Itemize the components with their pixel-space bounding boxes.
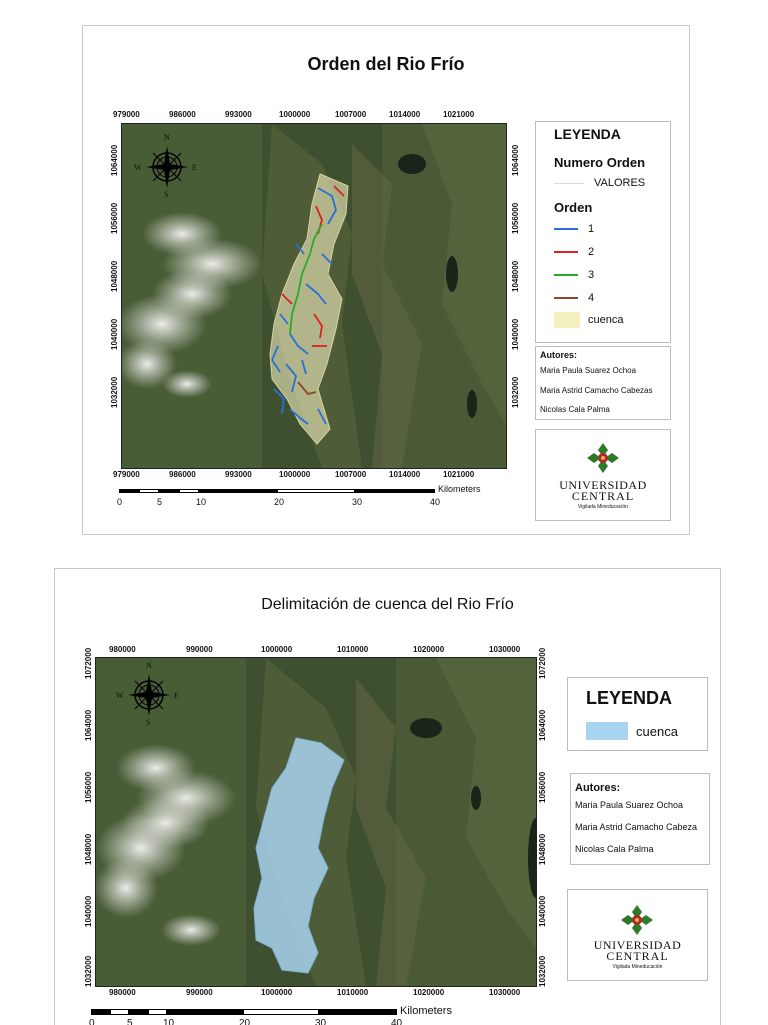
legend-label: 3 — [588, 269, 595, 281]
x-tick: 1021000 — [443, 470, 475, 479]
map2-title: Delimitación de cuenca del Rio Frío — [261, 596, 514, 613]
scale-unit: Kilometers — [438, 484, 481, 494]
scale-label: 30 — [352, 497, 363, 507]
compass-e: E — [192, 163, 197, 172]
map-sheet-1 — [82, 25, 690, 535]
y-tick: 1032000 — [511, 376, 520, 408]
legend-label: 2 — [588, 246, 595, 258]
map1-title: Orden del Rio Frío — [307, 54, 465, 74]
map1-satellite-frame[interactable] — [121, 123, 507, 469]
legend-item-cuenca — [586, 722, 678, 740]
compass-s: S — [146, 718, 151, 727]
compass-n: N — [164, 133, 170, 142]
y-tick: 1048000 — [84, 833, 93, 865]
map2-scalebar — [91, 1009, 397, 1015]
x-tick: 986000 — [169, 110, 196, 119]
map1-legend — [535, 121, 671, 343]
scale-label: 30 — [315, 1018, 327, 1025]
x-tick: 1000000 — [279, 470, 311, 479]
map-sheet-2 — [54, 568, 721, 1025]
legend-item-orden-1 — [554, 223, 594, 235]
y-tick: 1048000 — [511, 260, 520, 292]
y-tick: 1040000 — [538, 895, 547, 927]
legend-item-orden-3 — [554, 269, 594, 281]
map2-logo-box — [567, 889, 708, 981]
map2-autores — [570, 773, 710, 865]
legend-title: LEYENDA — [554, 126, 621, 142]
autor-name: Maria Astrid Camacho Cabezas — [540, 386, 653, 395]
y-tick: 1056000 — [84, 771, 93, 803]
x-tick: 1000000 — [261, 645, 293, 654]
x-tick: 1007000 — [335, 470, 367, 479]
legend-label: cuenca — [636, 723, 678, 739]
x-tick: 1007000 — [335, 110, 367, 119]
x-tick: 1020000 — [413, 645, 445, 654]
logo-tagline: Vigilada Mineducación — [612, 964, 663, 970]
scale-label: 10 — [196, 497, 207, 507]
compass-n: N — [146, 661, 152, 670]
y-tick: 1056000 — [538, 771, 547, 803]
x-tick: 979000 — [113, 110, 140, 119]
x-tick: 1000000 — [279, 110, 311, 119]
legend-swatch-cuenca — [586, 722, 628, 740]
legend-label: cuenca — [588, 314, 624, 326]
map1-scalebar — [119, 489, 435, 493]
legend-line-1 — [554, 228, 578, 230]
x-tick: 979000 — [113, 470, 140, 479]
y-tick: 1032000 — [84, 955, 93, 987]
x-tick: 1020000 — [413, 988, 445, 997]
y-tick: 1040000 — [110, 318, 119, 350]
scale-label: 40 — [391, 1018, 403, 1025]
legend-label: 1 — [588, 223, 595, 235]
x-tick: 1010000 — [337, 645, 369, 654]
x-tick: 990000 — [186, 988, 213, 997]
compass-s: S — [164, 190, 169, 199]
x-tick: 993000 — [225, 110, 252, 119]
legend-item-cuenca — [554, 312, 623, 328]
autor-name: Nicolas Cala Palma — [575, 844, 654, 854]
x-tick: 1014000 — [389, 110, 421, 119]
y-tick: 1032000 — [538, 955, 547, 987]
university-logo-icon — [586, 442, 620, 474]
y-tick: 1064000 — [110, 144, 119, 176]
legend-line-2 — [554, 251, 578, 253]
x-tick: 980000 — [109, 988, 136, 997]
y-tick: 1064000 — [84, 709, 93, 741]
x-tick: 1030000 — [489, 645, 521, 654]
x-tick: 980000 — [109, 645, 136, 654]
autor-name: Maria Paula Suarez Ochoa — [540, 366, 637, 375]
x-tick: 1014000 — [389, 470, 421, 479]
x-tick: 1030000 — [489, 988, 521, 997]
logo-line2: CENTRAL — [606, 949, 669, 963]
x-tick: 986000 — [169, 470, 196, 479]
y-tick: 1056000 — [110, 202, 119, 234]
y-tick: 1064000 — [511, 144, 520, 176]
scale-unit: Kilometers — [400, 1005, 452, 1017]
y-tick: 1040000 — [511, 318, 520, 350]
autor-name: Nicolas Cala Palma — [540, 405, 610, 414]
autores-title: Autores: — [540, 350, 578, 360]
map2-legend — [567, 677, 708, 751]
logo-tagline: Vigilada Mineducación — [578, 504, 628, 510]
legend-item-orden-4 — [554, 292, 594, 304]
legend-item-orden-2 — [554, 246, 594, 258]
legend-swatch-cuenca — [554, 312, 580, 328]
scale-label: 20 — [274, 497, 285, 507]
y-tick: 1072000 — [538, 647, 547, 679]
map2-satellite-frame[interactable] — [95, 657, 537, 987]
north-arrow-compass-icon — [144, 144, 190, 190]
compass-e: E — [174, 691, 179, 700]
logo-line1: UNIVERSIDAD — [559, 478, 647, 492]
map1-logo-box — [535, 429, 671, 521]
autor-name: Maria Astrid Camacho Cabeza — [575, 822, 698, 832]
scale-label: 20 — [239, 1018, 251, 1025]
legend-group-numero-orden: Numero Orden — [554, 155, 646, 170]
legend-group-orden: Orden — [554, 200, 593, 215]
y-tick: 1048000 — [538, 833, 547, 865]
legend-label: VALORES — [594, 177, 646, 189]
scale-label: 10 — [163, 1018, 175, 1025]
logo-line2: CENTRAL — [571, 489, 635, 503]
y-tick: 1048000 — [110, 260, 119, 292]
y-tick: 1032000 — [110, 376, 119, 408]
north-arrow-compass-icon — [126, 672, 172, 718]
compass-w: W — [134, 163, 142, 172]
logo-line1: UNIVERSIDAD — [593, 938, 682, 952]
university-logo-icon — [620, 904, 654, 936]
legend-label: 4 — [588, 292, 595, 304]
x-tick: 1010000 — [337, 988, 369, 997]
x-tick: 993000 — [225, 470, 252, 479]
legend-item-valores — [554, 177, 645, 189]
scale-label: 0 — [117, 497, 123, 507]
legend-line-valores — [554, 183, 584, 184]
scale-label: 0 — [89, 1018, 95, 1025]
legend-line-4 — [554, 297, 578, 299]
legend-line-3 — [554, 274, 578, 276]
autor-name: Maria Paula Suarez Ochoa — [575, 800, 684, 810]
legend-title: LEYENDA — [586, 688, 673, 708]
y-tick: 1056000 — [511, 202, 520, 234]
scale-label: 5 — [157, 497, 163, 507]
x-tick: 990000 — [186, 645, 213, 654]
compass-w: W — [116, 691, 124, 700]
x-tick: 1000000 — [261, 988, 293, 997]
map1-autores — [535, 346, 671, 420]
scale-label: 5 — [127, 1018, 133, 1025]
x-tick: 1021000 — [443, 110, 475, 119]
y-tick: 1040000 — [84, 895, 93, 927]
y-tick: 1072000 — [84, 647, 93, 679]
y-tick: 1064000 — [538, 709, 547, 741]
autores-title: Autores: — [575, 782, 621, 794]
scale-label: 40 — [430, 497, 441, 507]
